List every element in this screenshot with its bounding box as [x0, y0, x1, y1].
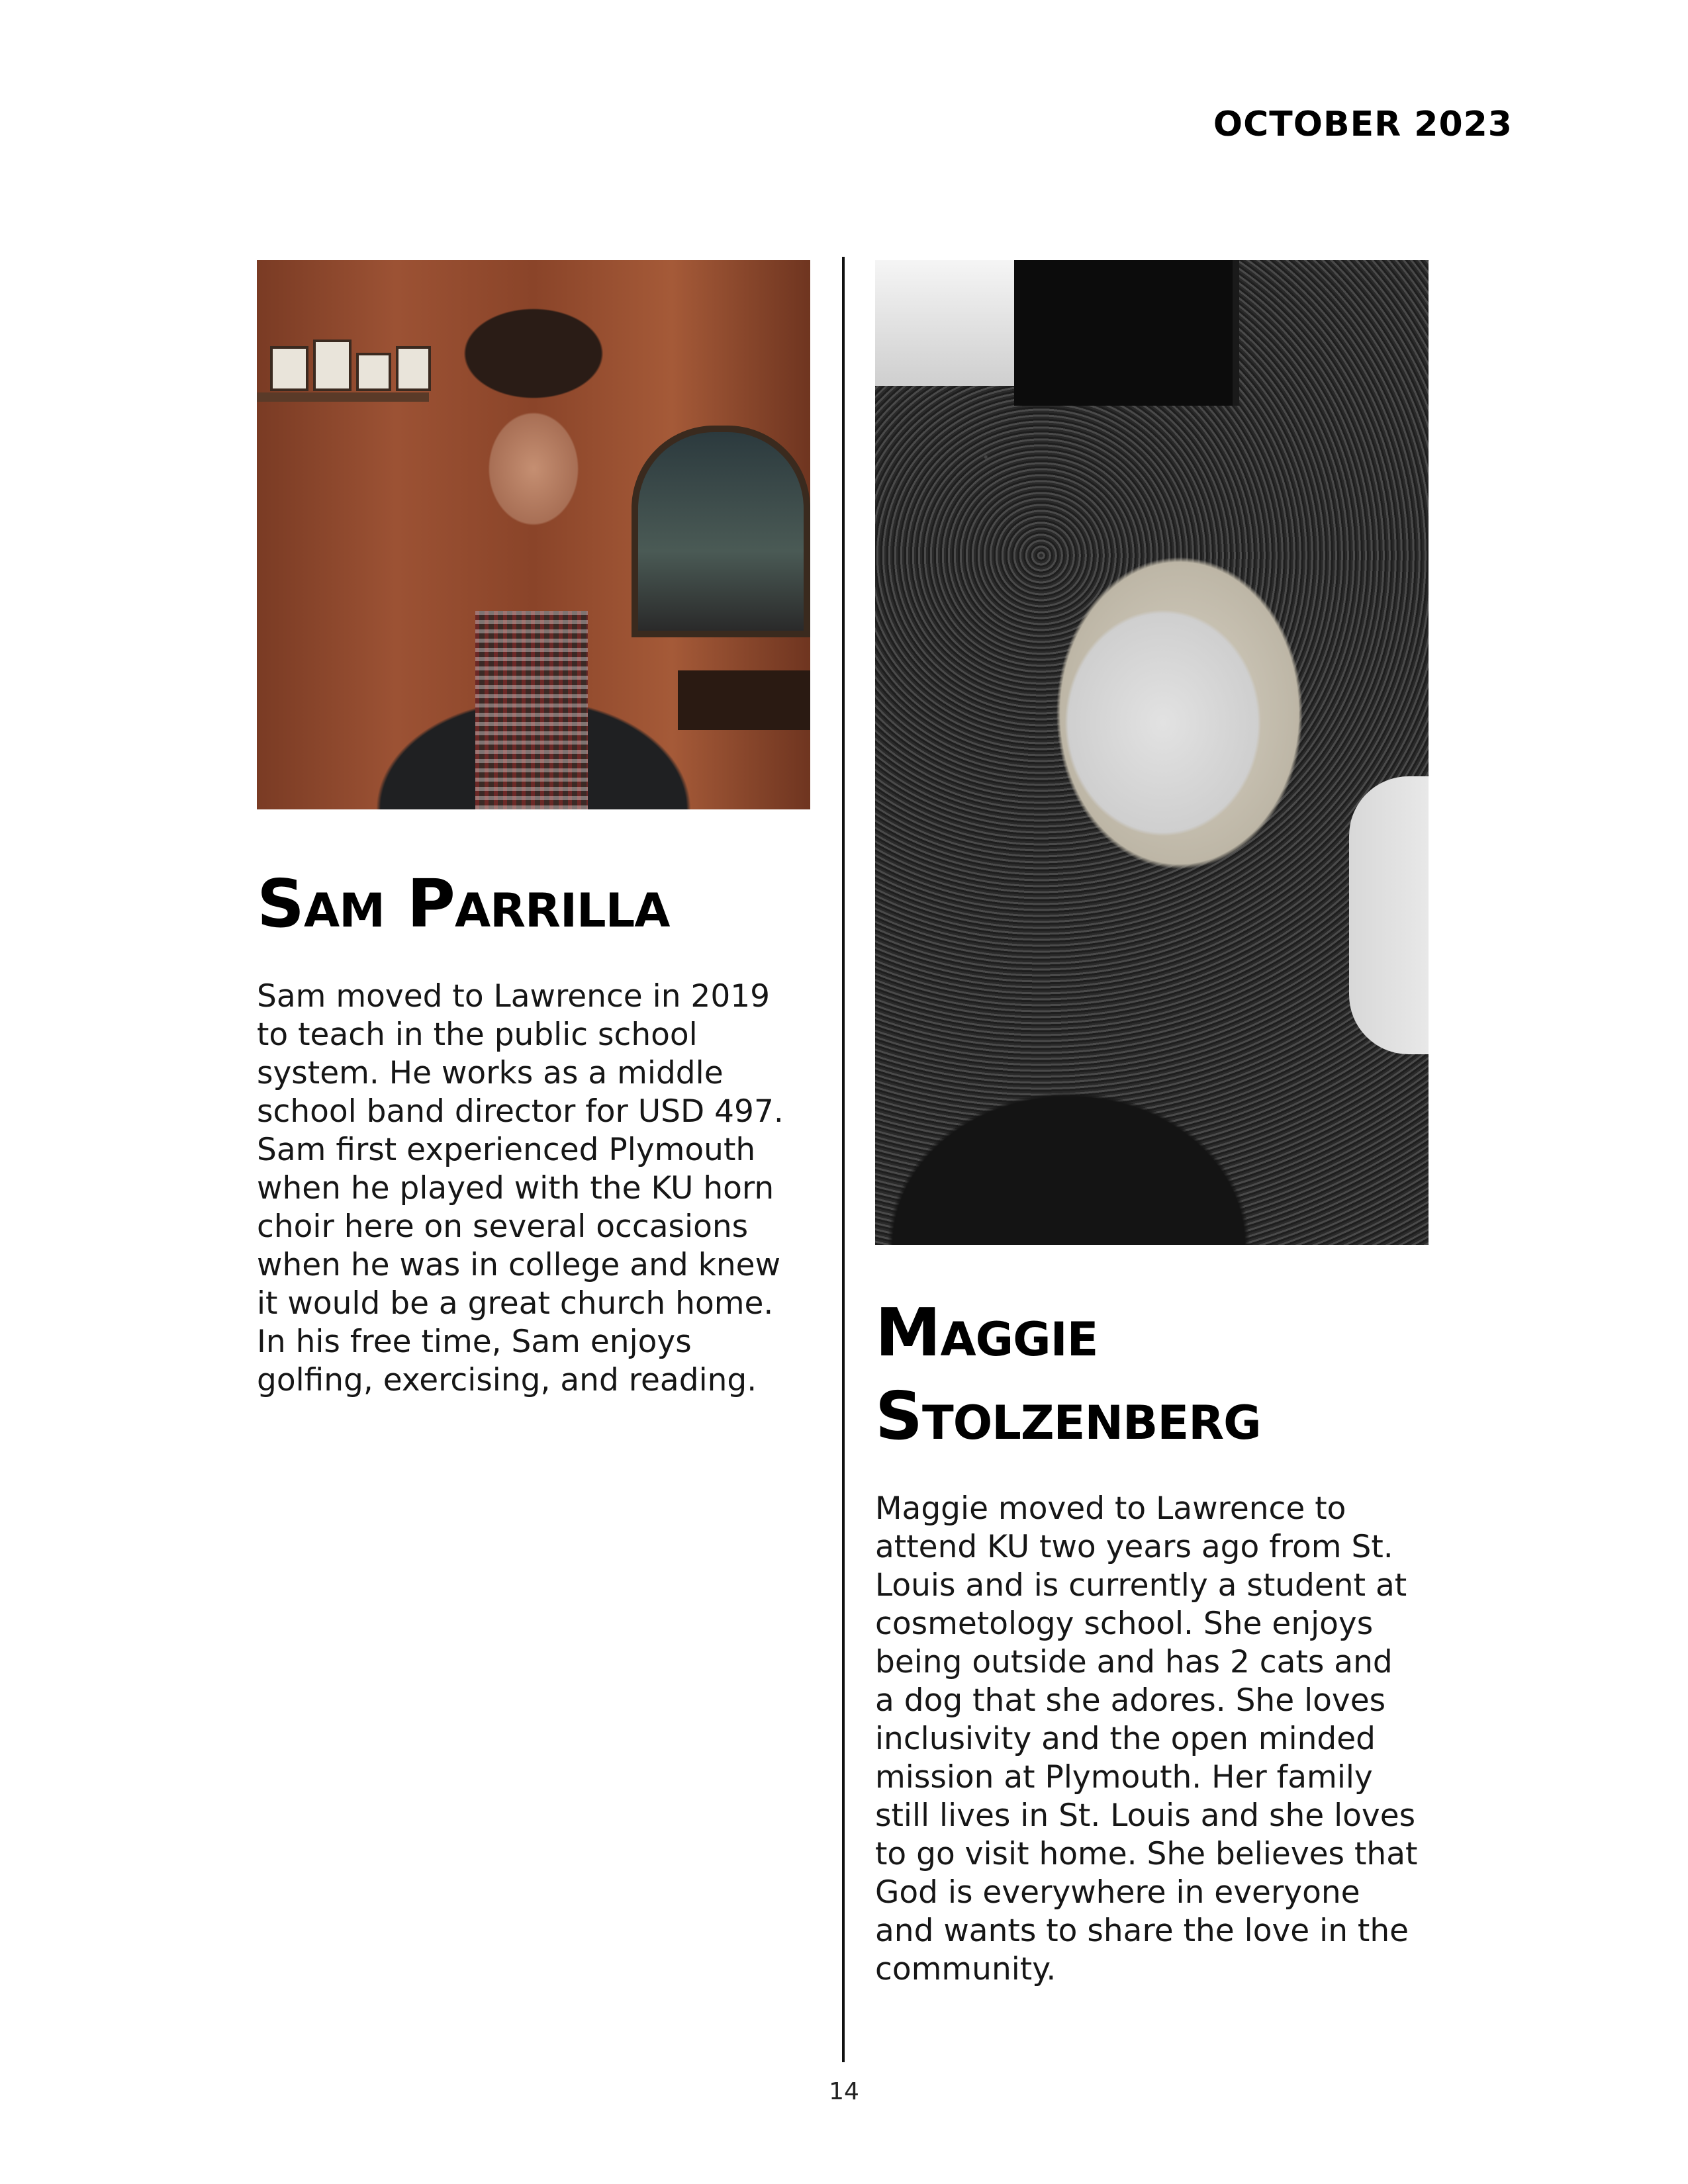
profile-bio-maggie: Maggie moved to Lawrence to attend KU two years ago from St. Louis and is currently a student at cosmetology school. She enjoys being outside and has 2 cats and a dog that she adores. She loves inclusivity and the open minded mission at Plymouth. Her family still lives in St. Louis and she loves to go visit home. She believes that God is everywhere in everyone and wants to share the love in the community.: [875, 1490, 1418, 1987]
photo-frame: [270, 346, 308, 391]
profile-name-sam: Sam Parrilla: [257, 865, 670, 942]
profile-photo-maggie: [875, 260, 1429, 1245]
photo-frame: [396, 346, 431, 391]
profile-name-maggie: Maggie Stolzenberg: [875, 1294, 1261, 1455]
photo-friend-face: [1349, 776, 1429, 1054]
page-number: 14: [829, 2078, 859, 2105]
photo-dark-panel: [1014, 260, 1239, 406]
profile-bio-sam: Sam moved to Lawrence in 2019 to teach in the public school system. He works as a middle school band director for USD 497. Sam first experienced Plymouth when he played with the KU horn choir here on several occasions when he was in college and knew it would be a great church home. In his free time, Sam enjoys golfing, exercising, and reading.: [257, 978, 784, 1398]
photo-shelf: [257, 392, 429, 402]
photo-frame: [313, 340, 352, 391]
photo-arched-window: [632, 426, 810, 637]
page-header-date: OCTOBER 2023: [1213, 105, 1513, 144]
photo-light-panel: [875, 260, 1014, 386]
column-divider: [842, 257, 845, 2062]
photo-plaid-shirt: [475, 611, 588, 809]
profile-photo-sam: [257, 260, 810, 809]
profile-maggie: [875, 260, 1429, 1989]
profile-sam: [257, 260, 810, 1400]
photo-table: [678, 670, 810, 730]
photo-frame: [356, 353, 391, 391]
